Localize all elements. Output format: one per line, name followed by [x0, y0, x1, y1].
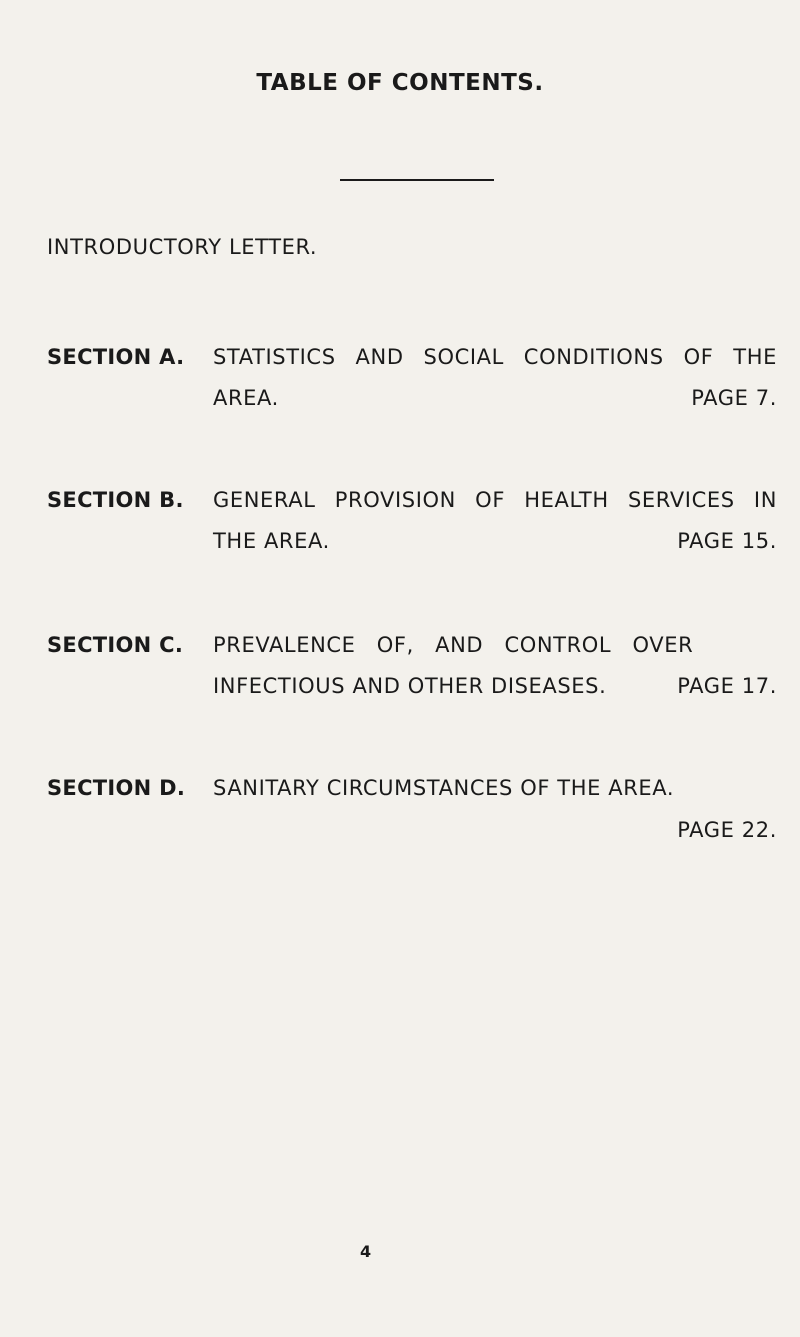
section-page-number: PAGE 15.: [677, 529, 777, 553]
page-title: TABLE OF CONTENTS.: [256, 70, 544, 96]
section-title-line1: SANITARY CIRCUMSTANCES OF THE AREA.: [213, 776, 675, 800]
page-folio: 4: [360, 1242, 372, 1261]
section-page-number: PAGE 7.: [691, 386, 777, 410]
section-title-line1: STATISTICS AND SOCIAL CONDITIONS OF THE: [213, 345, 777, 369]
section-label: SECTION D.: [47, 776, 186, 800]
toc-entry-section-b: [47, 488, 777, 558]
title-divider: [340, 179, 494, 181]
section-title-line2: INFECTIOUS AND OTHER DISEASES.: [213, 674, 607, 698]
introductory-letter-entry: INTRODUCTORY LETTER.: [47, 235, 318, 259]
section-label: SECTION B.: [47, 488, 184, 512]
section-title-line2: THE AREA.: [213, 529, 330, 553]
section-page-number: PAGE 22.: [677, 818, 777, 842]
section-title-line1: PREVALENCE OF, AND CONTROL OVER: [213, 633, 694, 657]
section-page-number: PAGE 17.: [677, 674, 777, 698]
toc-entry-section-c: [47, 633, 777, 703]
toc-entry-section-d: [47, 776, 777, 846]
section-label: SECTION C.: [47, 633, 184, 657]
toc-entry-section-a: [47, 345, 777, 415]
section-title-line1: GENERAL PROVISION OF HEALTH SERVICES IN: [213, 488, 777, 512]
section-label: SECTION A.: [47, 345, 185, 369]
section-title-line2: AREA.: [213, 386, 279, 410]
